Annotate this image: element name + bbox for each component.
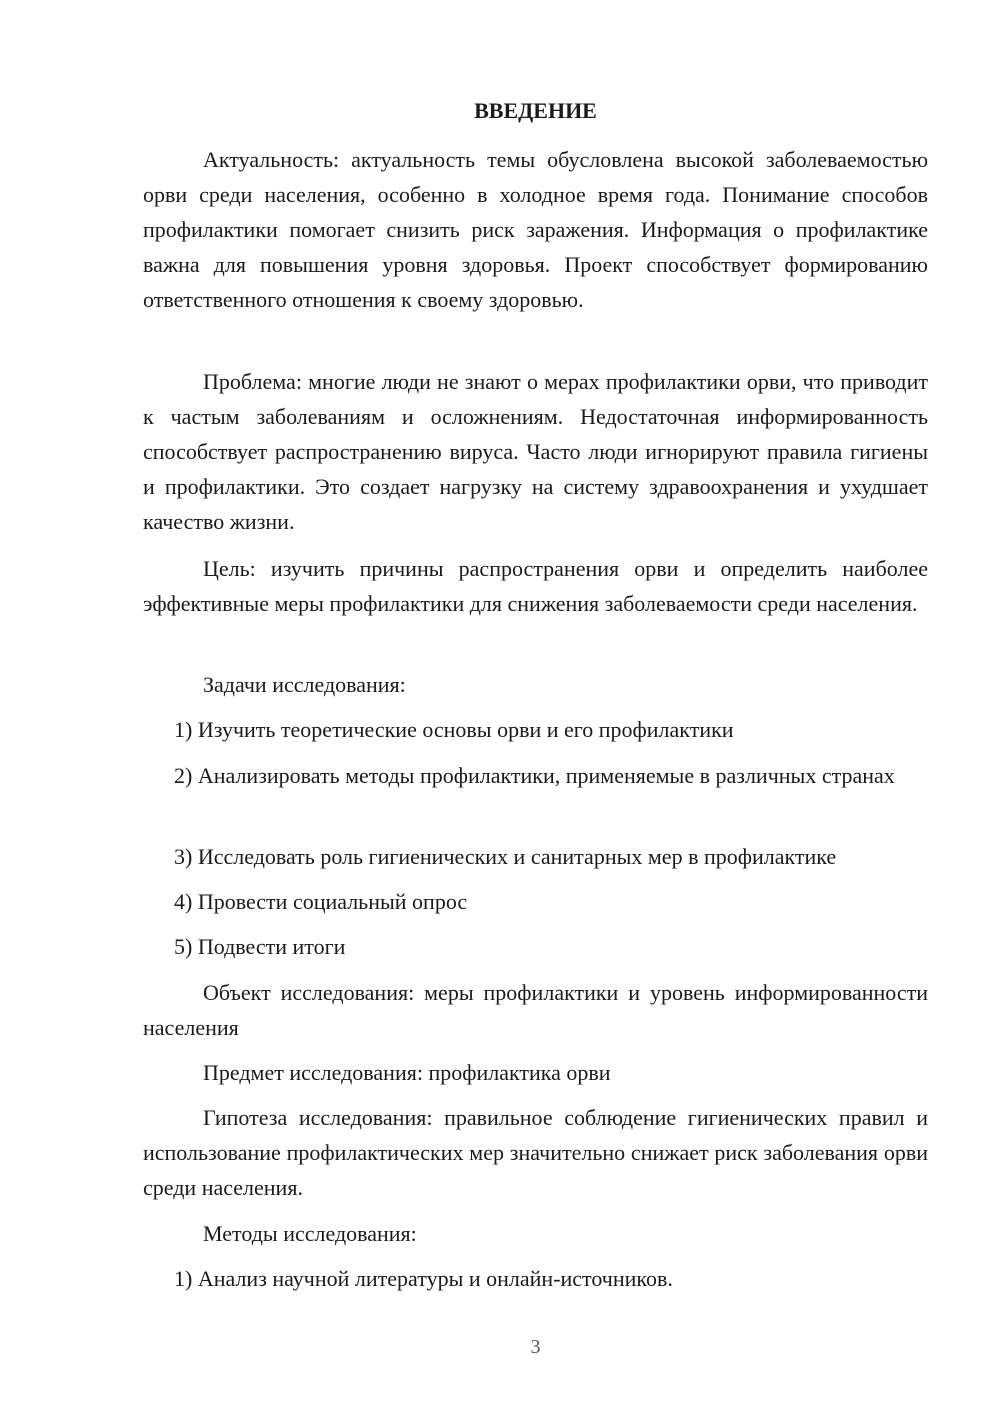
paragraph-subject: Предмет исследования: профилактика орви — [203, 1060, 611, 1085]
task-item-2: 2) Анализировать методы профилактики, применяемые в различных странах — [174, 763, 895, 788]
paragraph-hypothesis: Гипотеза исследования: правильное соблюдение гигиенических правил и использование профилактических мер значительно снижает риск заболевания орви среди населения. — [143, 1105, 928, 1200]
paragraph-methods-heading: Методы исследования: — [203, 1221, 417, 1246]
task-item-5: 5) Подвести итоги — [174, 934, 346, 959]
paragraph-object: Объект исследования: меры профилактики и уровень информированности населения — [143, 980, 928, 1040]
task-item-4: 4) Провести социальный опрос — [174, 889, 468, 914]
paragraph-problem: Проблема: многие люди не знают о мерах профилактики орви, что приводит к частым заболеваниям и осложнениям. Недостаточная информированность способствует распространению вируса. Часто люди игнорируют правила гигиены и профилактики. Это создает нагрузку на систему здравоохранения и ухудшает качество жизни. — [143, 369, 928, 534]
page-number: 3 — [530, 1336, 541, 1358]
method-item-1: 1) Анализ научной литературы и онлайн-источников. — [174, 1266, 673, 1291]
task-item-1: 1) Изучить теоретические основы орви и его профилактики — [174, 717, 734, 742]
paragraph-relevance: Актуальность: актуальность темы обусловлена высокой заболеваемостью орви среди населения, особенно в холодное время года. Понимание способов профилактики помогает снизить риск заражения. Информация о профилактике важна для повышения уровня здоровья. Проект способствует формированию ответственного отношения к своему здоровью. — [143, 147, 928, 312]
paragraph-tasks-heading: Задачи исследования: — [203, 672, 406, 697]
section-title: ВВЕДЕНИЕ — [474, 98, 597, 123]
paragraph-goal: Цель: изучить причины распространения орви и определить наиболее эффективные меры профилактики для снижения заболеваемости среди населения. — [143, 556, 928, 616]
task-item-3: 3) Исследовать роль гигиенических и санитарных мер в профилактике — [174, 844, 837, 869]
